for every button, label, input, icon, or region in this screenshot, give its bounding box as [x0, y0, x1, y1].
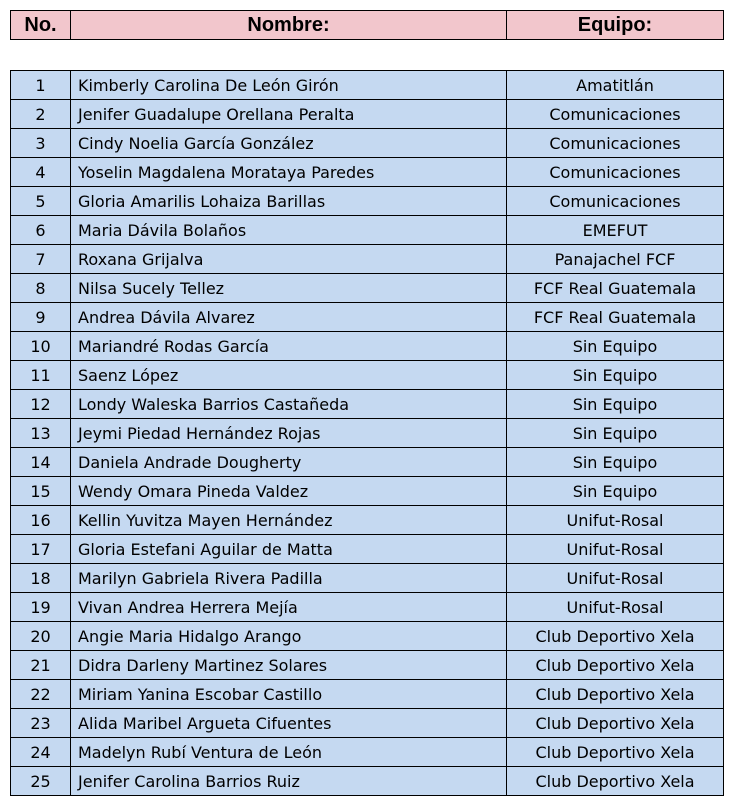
table-row [11, 564, 724, 593]
player-name: Yoselin Magdalena Morataya Paredes [71, 158, 507, 187]
header-row [11, 11, 724, 40]
player-name: Marilyn Gabriela Rivera Padilla [71, 564, 507, 593]
row-number: 25 [11, 767, 71, 796]
table-row [11, 216, 724, 245]
player-name: Jenifer Carolina Barrios Ruiz [71, 767, 507, 796]
table-row [11, 419, 724, 448]
row-number: 4 [11, 158, 71, 187]
table-row [11, 129, 724, 158]
table-row [11, 506, 724, 535]
table-row [11, 71, 724, 100]
team-name: Club Deportivo Xela [507, 680, 724, 709]
row-number: 6 [11, 216, 71, 245]
table-row [11, 390, 724, 419]
team-name: FCF Real Guatemala [507, 303, 724, 332]
team-name: Comunicaciones [507, 187, 724, 216]
row-number: 2 [11, 100, 71, 129]
team-name: EMEFUT [507, 216, 724, 245]
team-name: Comunicaciones [507, 158, 724, 187]
header-table [10, 10, 724, 40]
table-row [11, 651, 724, 680]
team-name: Sin Equipo [507, 361, 724, 390]
team-name: Unifut-Rosal [507, 506, 724, 535]
player-name: Saenz López [71, 361, 507, 390]
row-number: 14 [11, 448, 71, 477]
player-name: Didra Darleny Martinez Solares [71, 651, 507, 680]
table-row [11, 100, 724, 129]
row-number: 24 [11, 738, 71, 767]
player-name: Wendy Omara Pineda Valdez [71, 477, 507, 506]
player-name: Nilsa Sucely Tellez [71, 274, 507, 303]
row-number: 18 [11, 564, 71, 593]
row-number: 5 [11, 187, 71, 216]
row-number: 11 [11, 361, 71, 390]
row-number: 17 [11, 535, 71, 564]
team-name: Comunicaciones [507, 100, 724, 129]
player-name: Cindy Noelia García González [71, 129, 507, 158]
row-number: 21 [11, 651, 71, 680]
team-name: Sin Equipo [507, 390, 724, 419]
player-name: Mariandré Rodas García [71, 332, 507, 361]
player-name: Gloria Amarilis Lohaiza Barillas [71, 187, 507, 216]
player-name: Londy Waleska Barrios Castañeda [71, 390, 507, 419]
table-row [11, 245, 724, 274]
header-no: No. [11, 11, 71, 40]
team-name: Sin Equipo [507, 477, 724, 506]
team-name: Sin Equipo [507, 332, 724, 361]
row-number: 3 [11, 129, 71, 158]
row-number: 10 [11, 332, 71, 361]
table-row [11, 593, 724, 622]
table-row [11, 274, 724, 303]
player-name: Kimberly Carolina De León Girón [71, 71, 507, 100]
header-equipo: Equipo: [507, 11, 724, 40]
row-number: 9 [11, 303, 71, 332]
player-name: Andrea Dávila Alvarez [71, 303, 507, 332]
table-row [11, 332, 724, 361]
player-name: Jenifer Guadalupe Orellana Peralta [71, 100, 507, 129]
row-number: 15 [11, 477, 71, 506]
player-name: Miriam Yanina Escobar Castillo [71, 680, 507, 709]
team-name: FCF Real Guatemala [507, 274, 724, 303]
player-name: Vivan Andrea Herrera Mejía [71, 593, 507, 622]
row-number: 8 [11, 274, 71, 303]
table-row [11, 622, 724, 651]
row-number: 22 [11, 680, 71, 709]
table-row [11, 303, 724, 332]
player-name: Kellin Yuvitza Mayen Hernández [71, 506, 507, 535]
team-name: Club Deportivo Xela [507, 622, 724, 651]
player-name: Alida Maribel Argueta Cifuentes [71, 709, 507, 738]
table-row [11, 477, 724, 506]
players-table-body [11, 71, 724, 796]
table-row [11, 535, 724, 564]
player-name: Roxana Grijalva [71, 245, 507, 274]
table-row [11, 361, 724, 390]
player-name: Angie Maria Hidalgo Arango [71, 622, 507, 651]
player-name: Gloria Estefani Aguilar de Matta [71, 535, 507, 564]
table-row [11, 709, 724, 738]
player-name: Jeymi Piedad Hernández Rojas [71, 419, 507, 448]
table-row [11, 738, 724, 767]
player-name: Madelyn Rubí Ventura de León [71, 738, 507, 767]
row-number: 7 [11, 245, 71, 274]
table-row [11, 158, 724, 187]
row-number: 16 [11, 506, 71, 535]
row-number: 23 [11, 709, 71, 738]
team-name: Sin Equipo [507, 448, 724, 477]
team-name: Unifut-Rosal [507, 564, 724, 593]
team-name: Club Deportivo Xela [507, 651, 724, 680]
table-row [11, 187, 724, 216]
team-name: Sin Equipo [507, 419, 724, 448]
players-table [10, 70, 724, 796]
row-number: 20 [11, 622, 71, 651]
row-number: 19 [11, 593, 71, 622]
player-name: Maria Dávila Bolaños [71, 216, 507, 245]
table-row [11, 680, 724, 709]
table-row [11, 448, 724, 477]
team-name: Club Deportivo Xela [507, 709, 724, 738]
team-name: Amatitlán [507, 71, 724, 100]
team-name: Comunicaciones [507, 129, 724, 158]
player-name: Daniela Andrade Dougherty [71, 448, 507, 477]
row-number: 13 [11, 419, 71, 448]
row-number: 12 [11, 390, 71, 419]
team-name: Unifut-Rosal [507, 593, 724, 622]
row-number: 1 [11, 71, 71, 100]
table-row [11, 767, 724, 796]
team-name: Club Deportivo Xela [507, 738, 724, 767]
header-nombre: Nombre: [71, 11, 507, 40]
team-name: Panajachel FCF [507, 245, 724, 274]
team-name: Club Deportivo Xela [507, 767, 724, 796]
team-name: Unifut-Rosal [507, 535, 724, 564]
